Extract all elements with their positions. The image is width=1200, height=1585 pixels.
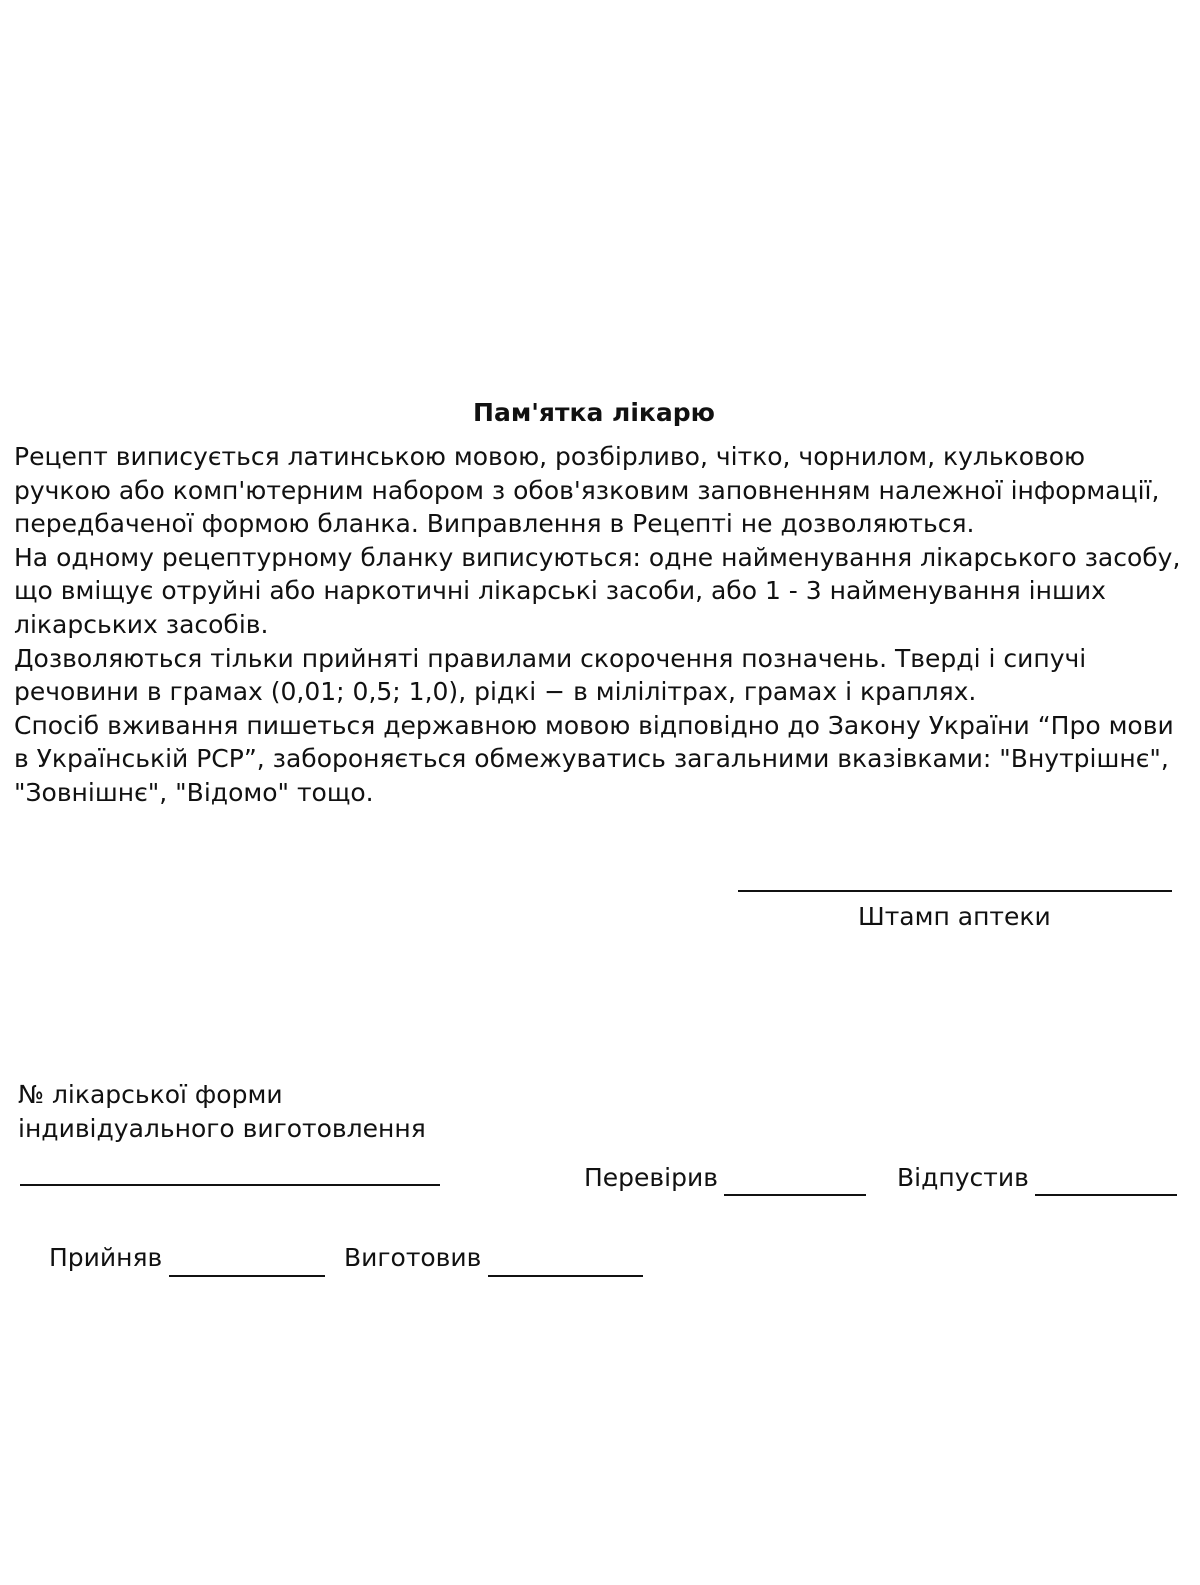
memo-paragraph: Дозволяються тільки прийняті правилами скорочення позначень. Тверді і сипучі речовини в грамах (0,01; 0,5; 1,0), рідкі − в мілілітрах, грамах і краплях. (14, 643, 1087, 707)
made-by-label: Виготовив (344, 1243, 482, 1272)
memo-paragraph: На одному рецептурному бланку виписуються: одне найменування лікарського засобу, що вміщує отруйні або наркотичні лікарські засоби, або 1 - 3 найменування інших лікарських засобів. (14, 542, 1181, 639)
accepted-by-line (169, 1275, 325, 1277)
made-by-line (488, 1275, 643, 1277)
checked-by-label: Перевірив (584, 1163, 718, 1192)
memo-title: Пам'ятка лікарю (473, 398, 715, 427)
pharmacy-stamp-line (738, 890, 1172, 892)
checked-by-line (724, 1194, 866, 1196)
released-by-label: Відпустив (897, 1163, 1029, 1192)
form-number-line (20, 1184, 440, 1186)
form-number-label-line1: № лікарської форми (18, 1080, 283, 1109)
memo-paragraph: Спосіб вживання пишеться державною мовою відповідно до Закону України “Про мови в Українській РСР”, забороняється обмежуватись загальними вказівками: "Внутрішнє", "Зовнішнє", "Відомо" тощо. (14, 710, 1174, 807)
form-number-label-line2: індивідуального виготовлення (18, 1114, 426, 1143)
form-number-label (18, 1078, 426, 1146)
memo-paragraph: Рецепт виписується латинською мовою, розбірливо, чітко, чорнилом, кульковою ручкою або комп'ютерним набором з обов'язковим заповненням належної інформації, передбаченої формою бланка. Виправлення в Рецепті не дозволяються. (14, 442, 1160, 539)
pharmacy-stamp-label: Штамп аптеки (858, 902, 1051, 931)
accepted-by-label: Прийняв (49, 1243, 163, 1272)
released-by-line (1035, 1194, 1177, 1196)
memo-body (14, 440, 1184, 810)
